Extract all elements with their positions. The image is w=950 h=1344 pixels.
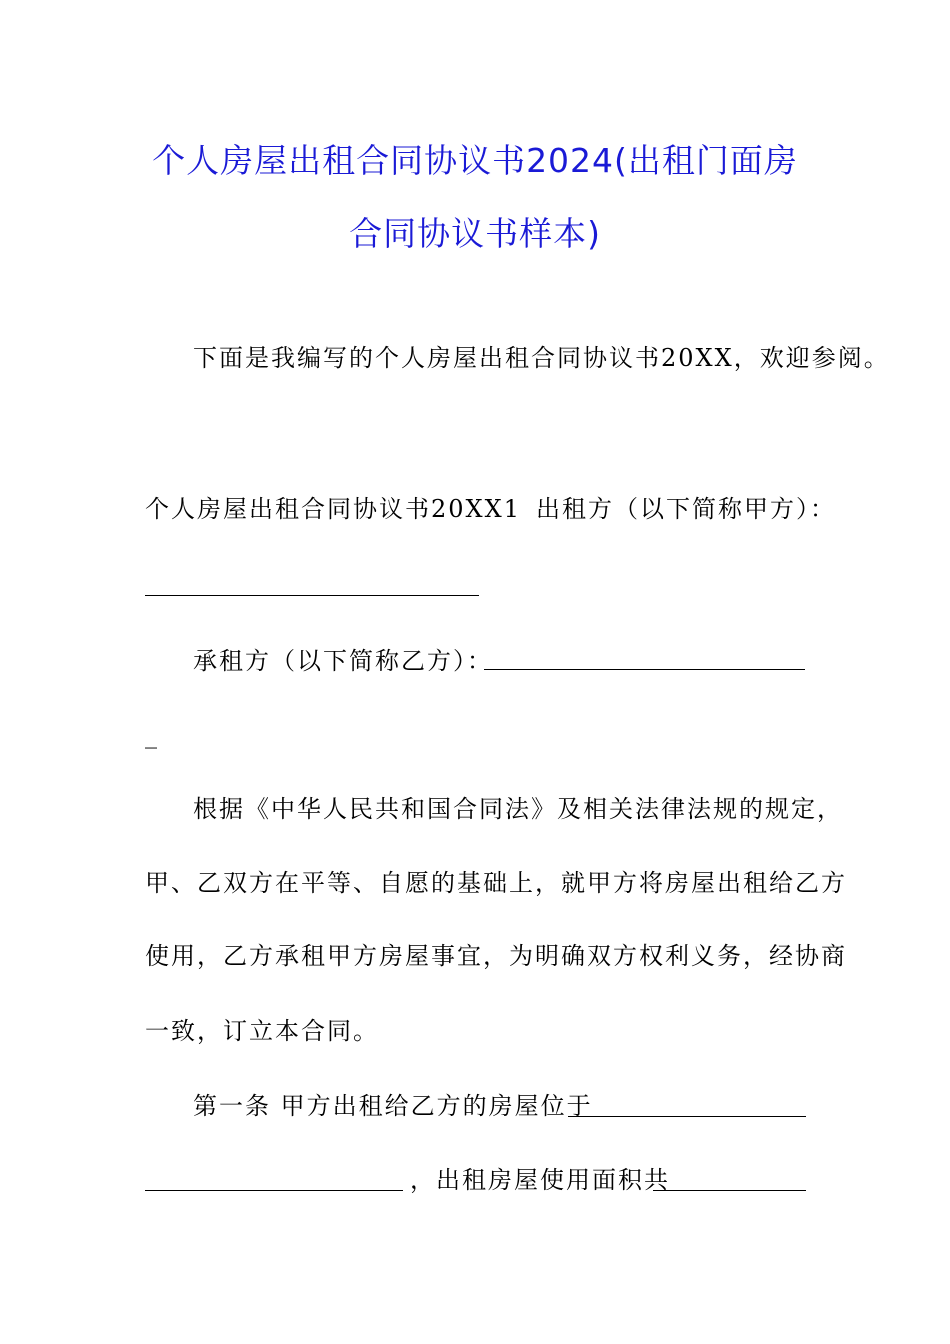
paragraph-1-line-1: 根据《中华人民共和国合同法》及相关法律法规的规定，	[193, 795, 843, 823]
contract-heading: 个人房屋出租合同协议书20XX1	[145, 495, 521, 523]
article-1-line-1: 第一条 甲方出租给乙方的房屋位于	[193, 1092, 593, 1120]
article-1-location-blank	[568, 1094, 806, 1117]
paragraph-1-line-2: 甲、乙双方在平等、自愿的基础上，就甲方将房屋出租给乙方	[145, 869, 847, 897]
document-title-line-1: 个人房屋出租合同协议书2024(出租门面房	[152, 141, 798, 180]
paragraph-1-line-3: 使用，乙方承租甲方房屋事宜，为明确双方权利义务，经协商	[145, 942, 847, 970]
document-title-line-2: 合同协议书样本)	[349, 214, 601, 253]
lessee-label: 承租方（以下简称乙方）：	[193, 647, 493, 675]
article-1-line-2: ，出租房屋使用面积共	[410, 1166, 670, 1194]
lessee-blank-line	[484, 647, 805, 670]
paragraph-1-line-4: 一致，订立本合同。	[145, 1017, 379, 1045]
lessee-blank-trailing: _	[145, 721, 159, 749]
lessor-label: 出租方（以下简称甲方）：	[536, 495, 836, 523]
article-1-area-blank	[653, 1168, 806, 1191]
article-1-location-blank-continued	[145, 1168, 403, 1191]
lessor-blank-line	[145, 573, 479, 596]
intro-paragraph: 下面是我编写的个人房屋出租合同协议书20XX，欢迎参阅。	[193, 344, 890, 372]
